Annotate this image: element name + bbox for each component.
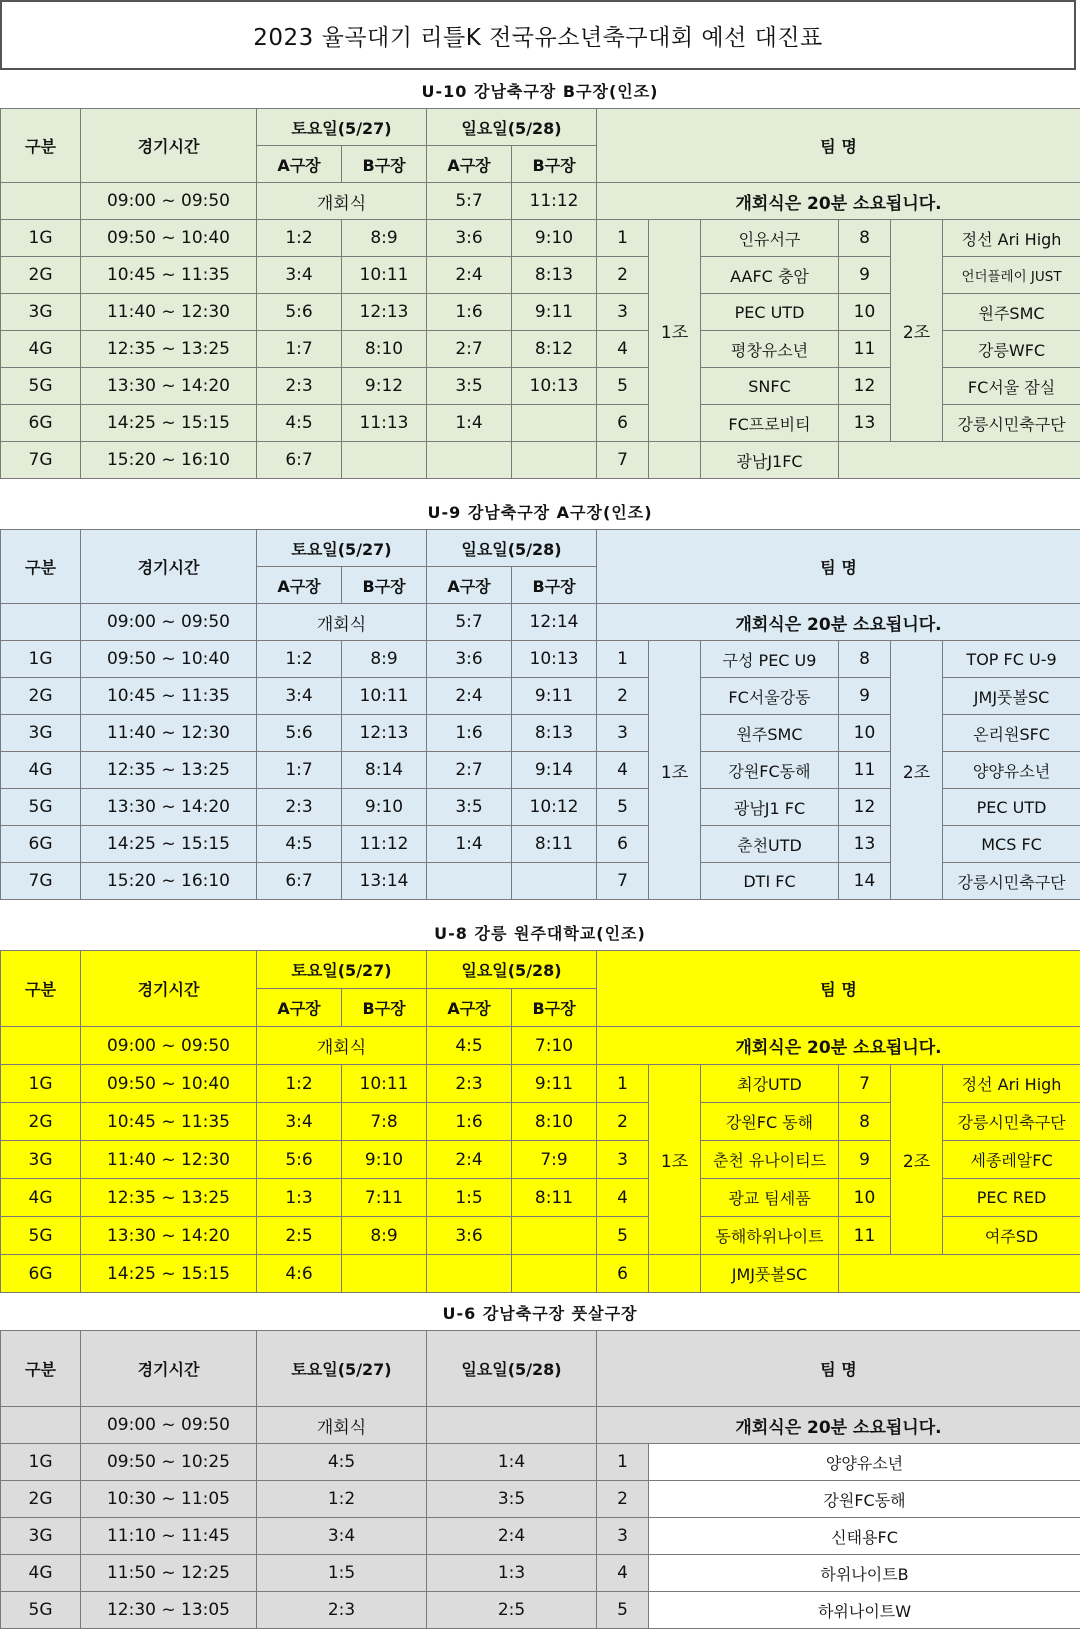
col-time-header: 경기시간 <box>81 109 257 183</box>
team-name: 원주SMC <box>943 294 1080 331</box>
team-name: 동해하위나이트 <box>701 1217 839 1255</box>
opening-time: 09:00 ~ 09:50 <box>81 604 257 641</box>
team-name: 춘천UTD <box>701 826 839 863</box>
team-header: 팀 명 <box>597 109 1080 183</box>
team-name: JMJ풋볼SC <box>943 678 1080 715</box>
team-name: MCS FC <box>943 826 1080 863</box>
u8-section-title: U-8 강릉 원주대학교(인조) <box>434 923 646 943</box>
group-label: 1조 <box>649 641 701 900</box>
team-name: 강원FC 동해 <box>701 1103 839 1141</box>
opening-sun-a: 5:7 <box>427 604 512 641</box>
table-row: 2G 10:45 ~ 11:35 3:4 10:11 2:4 9:11 2 FC서울강동 9 JMJ풋볼SC <box>1 678 1080 715</box>
team-name: 세종레알FC <box>943 1141 1080 1179</box>
team-header: 팀 명 <box>597 951 1080 1027</box>
opening-time: 09:00 ~ 09:50 <box>81 183 257 220</box>
col-time-header: 경기시간 <box>81 530 257 604</box>
team-name: 인유서구 <box>701 220 839 257</box>
opening-sun-b: 11:12 <box>512 183 597 220</box>
team-name: 강릉시민축구단 <box>943 405 1080 442</box>
u8-header-row <box>1 951 1080 989</box>
u8-opening-row <box>1 1027 1080 1065</box>
team-name: PEC RED <box>943 1179 1080 1217</box>
sat-header: 토요일(5/27) <box>257 1331 427 1407</box>
opening-note: 개회식은 20분 소요됩니다. <box>597 183 1080 220</box>
table-row: 5G 12:30 ~ 13:05 2:3 2:5 5 하위나이트W <box>1 1592 1080 1629</box>
sun-field-a: A구장 <box>427 989 512 1027</box>
table-row: 3G 11:40 ~ 12:30 5:6 12:13 1:6 8:13 3 원주SMC 10 온리원SFC <box>1 715 1080 752</box>
sun-header: 일요일(5/28) <box>427 530 597 567</box>
sun-field-b: B구장 <box>512 567 597 604</box>
team-name: 온리원SFC <box>943 715 1080 752</box>
team-name: 강릉WFC <box>943 331 1080 368</box>
sat-field-b: B구장 <box>342 989 427 1027</box>
team-name: 춘천 유나이티드 <box>701 1141 839 1179</box>
team-name: PEC UTD <box>701 294 839 331</box>
group-label: 2조 <box>891 220 943 442</box>
table-row: 4G 12:35 ~ 13:25 1:7 8:14 2:7 9:14 4 강원FC동해 11 양양유소년 <box>1 752 1080 789</box>
group-label: 2조 <box>891 1065 943 1255</box>
team-name: 강릉시민축구단 <box>943 1103 1080 1141</box>
col-time-header: 경기시간 <box>81 1331 257 1407</box>
sat-header: 토요일(5/27) <box>257 951 427 989</box>
u6-section-title: U-6 강남축구장 풋살구장 <box>442 1303 638 1323</box>
u8-schedule-table <box>0 950 1080 1293</box>
team-name: FC서울강동 <box>701 678 839 715</box>
team-name: 하위나이트B <box>649 1555 1080 1592</box>
table-row: 4G 11:50 ~ 12:25 1:5 1:3 4 하위나이트B <box>1 1555 1080 1592</box>
u9-header-row <box>1 530 1080 567</box>
table-row: 6G 14:25 ~ 15:15 4:5 11:13 1:4 6 FC프로비티 13 강릉시민축구단 <box>1 405 1080 442</box>
table-row: 2G 10:45 ~ 11:35 3:4 10:11 2:4 8:13 2 AAFC 충암 9 언더플레이 JUST <box>1 257 1080 294</box>
opening-sun-b: 7:10 <box>512 1027 597 1065</box>
u6-schedule-table <box>0 1330 1080 1629</box>
sun-field-b: B구장 <box>512 146 597 183</box>
sat-header: 토요일(5/27) <box>257 109 427 146</box>
col-div-header: 구분 <box>1 951 81 1027</box>
table-row: 3G 11:40 ~ 12:30 5:6 12:13 1:6 9:11 3 PEC UTD 10 원주SMC <box>1 294 1080 331</box>
team-name: 언더플레이 JUST <box>943 257 1080 294</box>
sun-field-a: A구장 <box>427 567 512 604</box>
u9-opening-row <box>1 604 1080 641</box>
group-label: 1조 <box>649 220 701 442</box>
opening-label: 개회식 <box>257 1027 427 1065</box>
table-row: 7G 15:20 ~ 16:10 6:7 7 광남J1FC <box>1 442 1080 479</box>
team-name: 양양유소년 <box>943 752 1080 789</box>
opening-note: 개회식은 20분 소요됩니다. <box>597 604 1080 641</box>
opening-sun-a: 4:5 <box>427 1027 512 1065</box>
team-name: 광남J1 FC <box>701 789 839 826</box>
team-name: 정선 Ari High <box>943 1065 1080 1103</box>
u6-header-row <box>1 1331 1080 1407</box>
table-row: 5G 13:30 ~ 14:20 2:5 8:9 3:6 5 동해하위나이트 11 여주SD <box>1 1217 1080 1255</box>
table-row: 5G 13:30 ~ 14:20 2:3 9:10 3:5 10:12 5 광남J1 FC 12 PEC UTD <box>1 789 1080 826</box>
opening-label: 개회식 <box>257 183 427 220</box>
table-row: 6G 14:25 ~ 15:15 4:6 6 JMJ풋볼SC <box>1 1255 1080 1293</box>
team-name: SNFC <box>701 368 839 405</box>
team-name: 강원FC동해 <box>701 752 839 789</box>
team-name: 양양유소년 <box>649 1444 1080 1481</box>
group-label: 2조 <box>891 641 943 900</box>
table-row: 3G 11:40 ~ 12:30 5:6 9:10 2:4 7:9 3 춘천 유나이티드 9 세종레알FC <box>1 1141 1080 1179</box>
u9-section-title: U-9 강남축구장 A구장(인조) <box>427 502 653 522</box>
opening-sun-a: 5:7 <box>427 183 512 220</box>
opening-note: 개회식은 20분 소요됩니다. <box>597 1407 1080 1444</box>
table-row: 1G 09:50 ~ 10:40 1:2 10:11 2:3 9:11 1 1조 최강UTD 7 2조 정선 Ari High <box>1 1065 1080 1103</box>
sun-field-a: A구장 <box>427 146 512 183</box>
opening-time: 09:00 ~ 09:50 <box>81 1027 257 1065</box>
table-row: 2G 10:30 ~ 11:05 1:2 3:5 2 강원FC동해 <box>1 1481 1080 1518</box>
team-name: 하위나이트W <box>649 1592 1080 1629</box>
team-name: PEC UTD <box>943 789 1080 826</box>
sat-header: 토요일(5/27) <box>257 530 427 567</box>
team-name: TOP FC U-9 <box>943 641 1080 678</box>
sun-field-b: B구장 <box>512 989 597 1027</box>
table-row: 2G 10:45 ~ 11:35 3:4 7:8 1:6 8:10 2 강원FC 동해 8 강릉시민축구단 <box>1 1103 1080 1141</box>
team-name: 구성 PEC U9 <box>701 641 839 678</box>
page-title: 2023 율곡대기 리틀K 전국유소년축구대회 예선 대진표 <box>0 0 1076 70</box>
opening-sun-b: 12:14 <box>512 604 597 641</box>
opening-label: 개회식 <box>257 1407 427 1444</box>
team-header: 팀 명 <box>597 1331 1080 1407</box>
sat-field-a: A구장 <box>257 989 342 1027</box>
team-name: 원주SMC <box>701 715 839 752</box>
team-name: 강릉시민축구단 <box>943 863 1080 900</box>
team-name: 최강UTD <box>701 1065 839 1103</box>
col-time-header: 경기시간 <box>81 951 257 1027</box>
team-name: 강원FC동해 <box>649 1481 1080 1518</box>
sun-header: 일요일(5/28) <box>427 951 597 989</box>
team-name: AAFC 충암 <box>701 257 839 294</box>
u9-schedule-table <box>0 529 1080 900</box>
team-header: 팀 명 <box>597 530 1080 604</box>
u10-schedule-table <box>0 108 1080 479</box>
table-row: 1G 09:50 ~ 10:25 4:5 1:4 1 양양유소년 <box>1 1444 1080 1481</box>
table-row: 1G 09:50 ~ 10:40 1:2 8:9 3:6 10:13 1 1조 구성 PEC U9 8 2조 TOP FC U-9 <box>1 641 1080 678</box>
col-div-header: 구분 <box>1 109 81 183</box>
team-name: DTI FC <box>701 863 839 900</box>
sat-field-a: A구장 <box>257 146 342 183</box>
table-row: 4G 12:35 ~ 13:25 1:3 7:11 1:5 8:11 4 광교 팀세품 10 PEC RED <box>1 1179 1080 1217</box>
team-name: FC프로비티 <box>701 405 839 442</box>
opening-label: 개회식 <box>257 604 427 641</box>
table-row: 7G 15:20 ~ 16:10 6:7 13:14 7 DTI FC 14 강릉시민축구단 <box>1 863 1080 900</box>
sat-field-a: A구장 <box>257 567 342 604</box>
team-name: FC서울 잠실 <box>943 368 1080 405</box>
team-name: JMJ풋볼SC <box>701 1255 839 1293</box>
table-row: 6G 14:25 ~ 15:15 4:5 11:12 1:4 8:11 6 춘천UTD 13 MCS FC <box>1 826 1080 863</box>
col-div-header: 구분 <box>1 530 81 604</box>
sat-field-b: B구장 <box>342 567 427 604</box>
team-name: 광교 팀세품 <box>701 1179 839 1217</box>
table-row: 3G 11:10 ~ 11:45 3:4 2:4 3 신태용FC <box>1 1518 1080 1555</box>
sun-header: 일요일(5/28) <box>427 109 597 146</box>
team-name: 평창유소년 <box>701 331 839 368</box>
opening-note: 개회식은 20분 소요됩니다. <box>597 1027 1080 1065</box>
sun-header: 일요일(5/28) <box>427 1331 597 1407</box>
opening-time: 09:00 ~ 09:50 <box>81 1407 257 1444</box>
team-name: 광남J1FC <box>701 442 839 479</box>
group-label: 1조 <box>649 1065 701 1255</box>
table-row: 5G 13:30 ~ 14:20 2:3 9:12 3:5 10:13 5 SNFC 12 FC서울 잠실 <box>1 368 1080 405</box>
u10-opening-row <box>1 183 1080 220</box>
team-name: 정선 Ari High <box>943 220 1080 257</box>
u10-header-row <box>1 109 1080 146</box>
team-name: 여주SD <box>943 1217 1080 1255</box>
u6-opening-row <box>1 1407 1080 1444</box>
table-row: 1G 09:50 ~ 10:40 1:2 8:9 3:6 9:10 1 1조 인유서구 8 2조 정선 Ari High <box>1 220 1080 257</box>
col-div-header: 구분 <box>1 1331 81 1407</box>
u10-section-title: U-10 강남축구장 B구장(인조) <box>421 81 659 101</box>
team-name: 신태용FC <box>649 1518 1080 1555</box>
sat-field-b: B구장 <box>342 146 427 183</box>
table-row: 4G 12:35 ~ 13:25 1:7 8:10 2:7 8:12 4 평창유소년 11 강릉WFC <box>1 331 1080 368</box>
